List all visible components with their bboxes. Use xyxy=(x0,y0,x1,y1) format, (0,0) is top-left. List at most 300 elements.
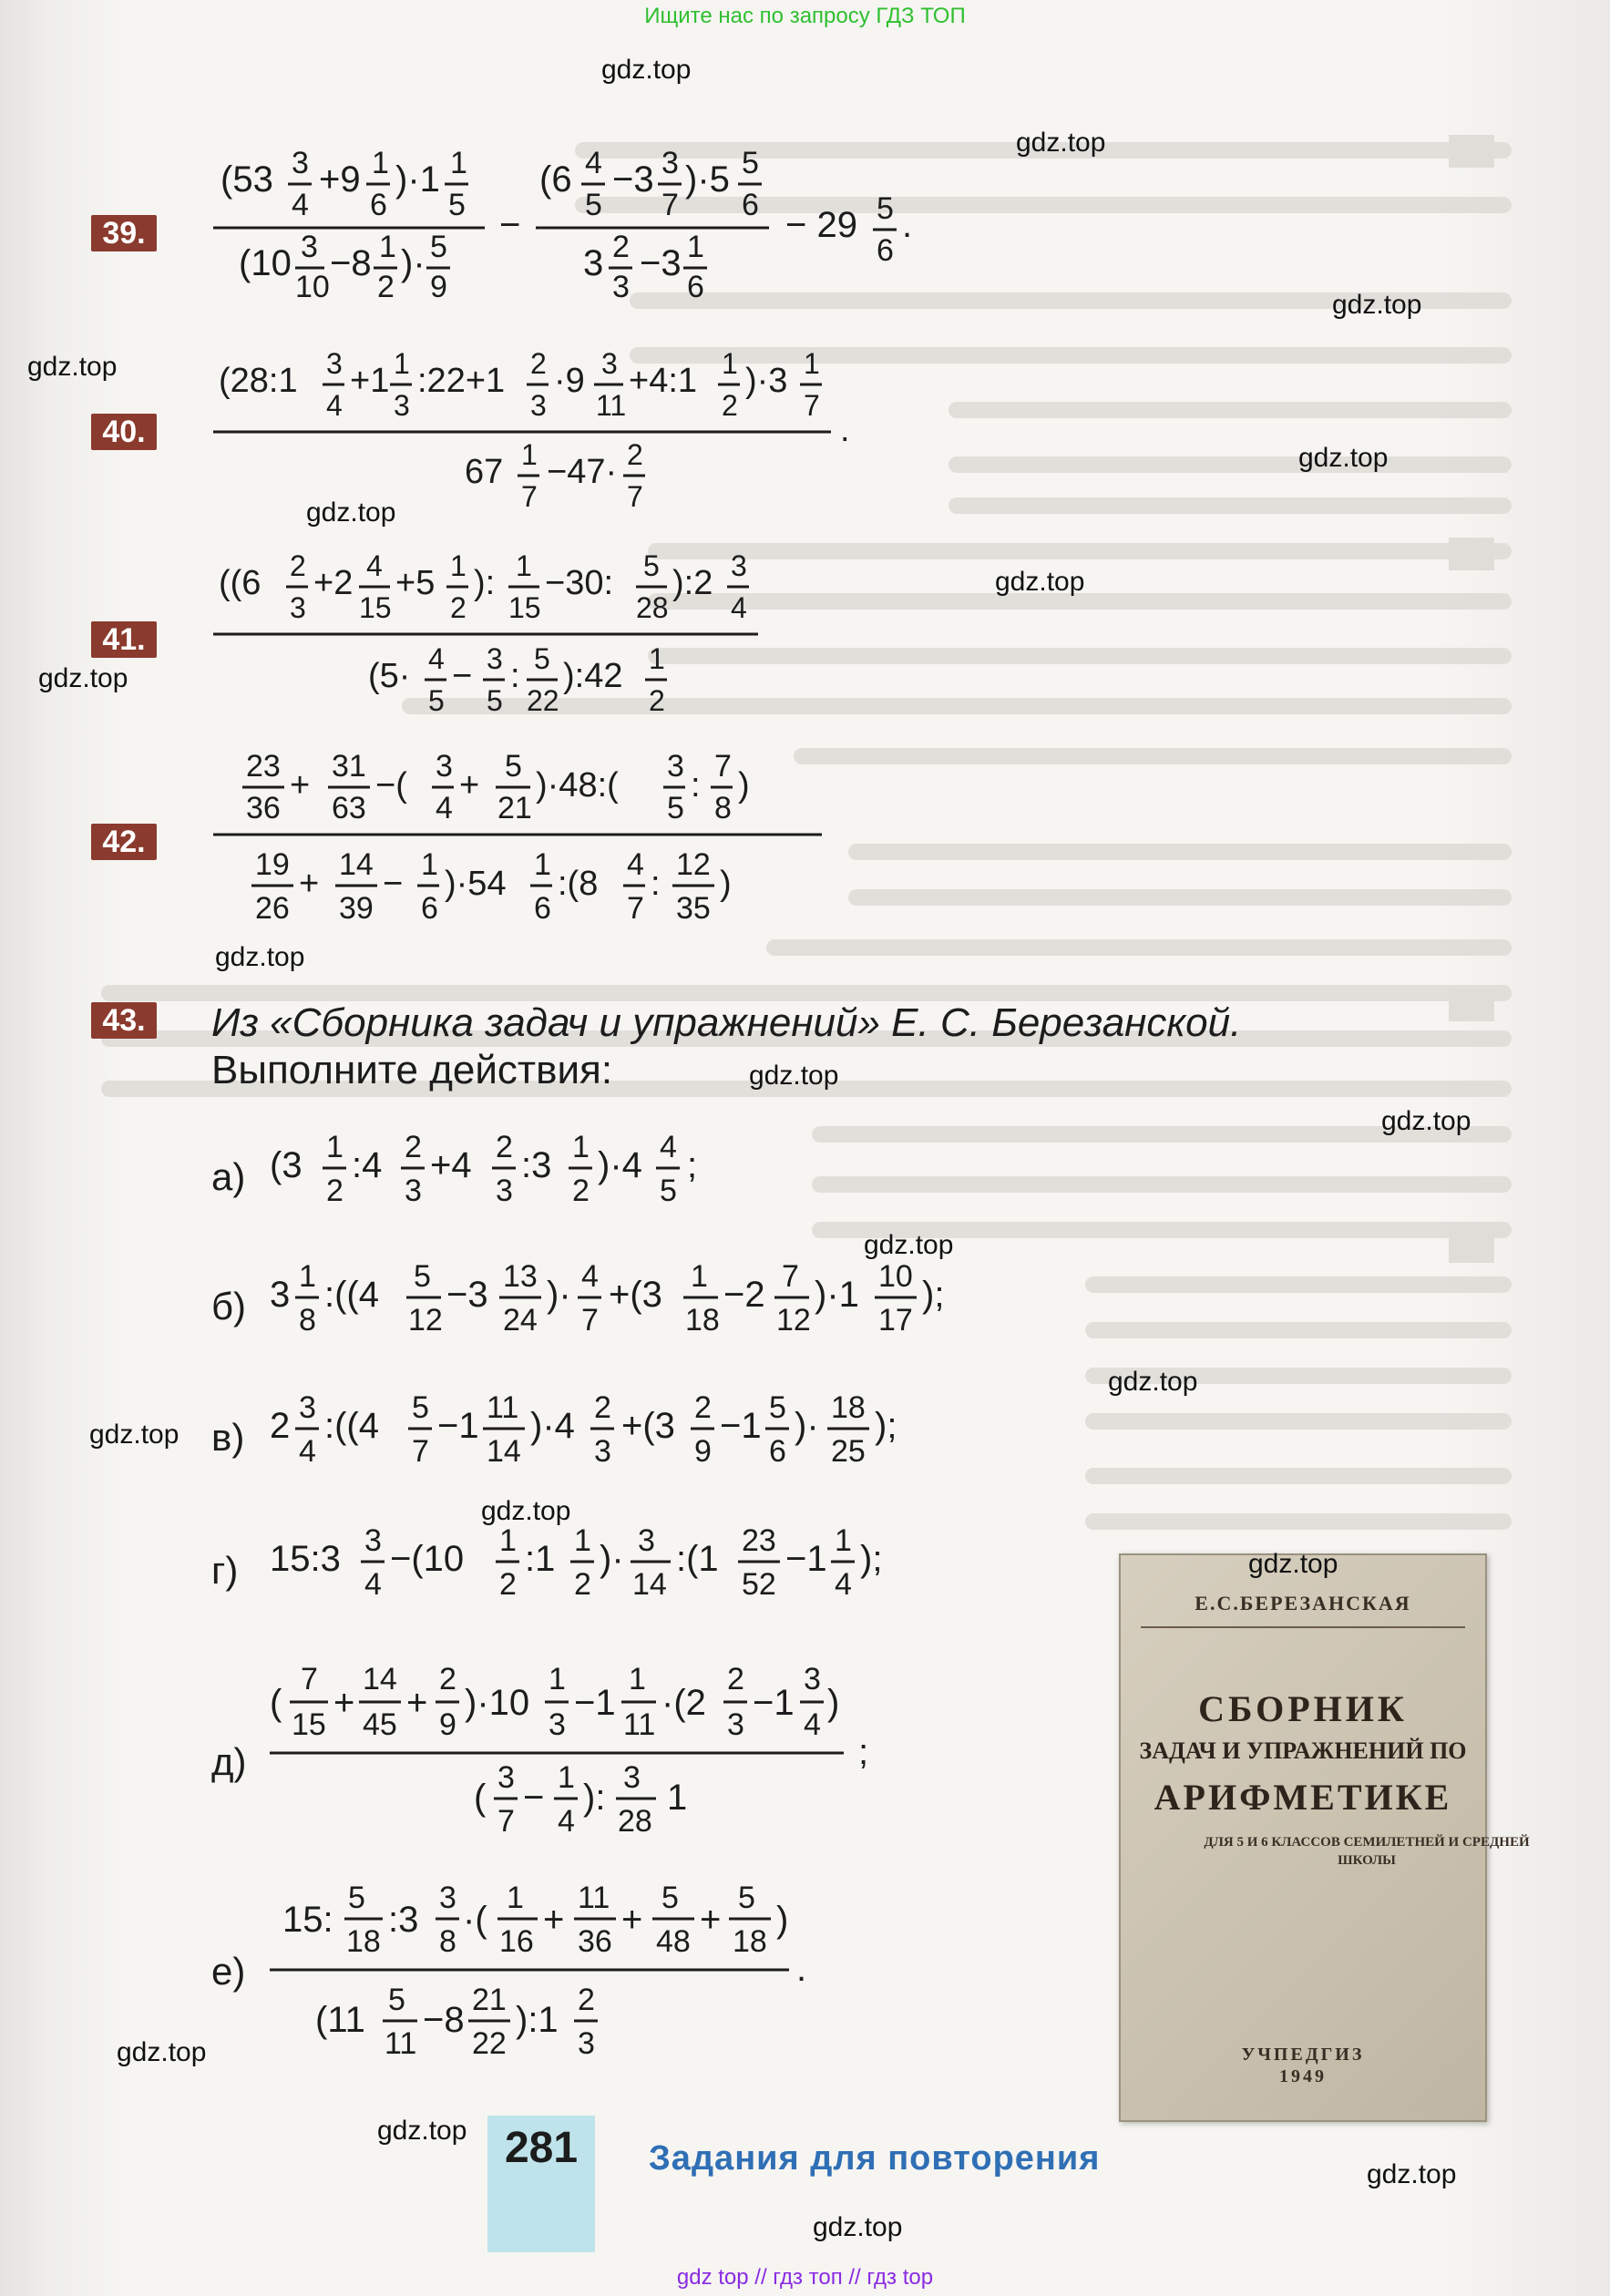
svg-text:3: 3 xyxy=(623,1760,641,1795)
svg-text:5: 5 xyxy=(738,1881,755,1915)
svg-text:): ) xyxy=(827,1683,840,1723)
svg-text:1: 1 xyxy=(558,1760,575,1795)
watermark: gdz.top xyxy=(749,1061,839,1091)
svg-text:14: 14 xyxy=(363,1662,397,1696)
svg-text:−1: −1 xyxy=(753,1683,795,1723)
svg-text:2: 2 xyxy=(594,1390,611,1425)
svg-text:6: 6 xyxy=(370,188,387,222)
svg-text:11: 11 xyxy=(596,389,627,422)
footer-watermark: gdz top // гдз топ // гдз top xyxy=(676,2265,934,2290)
svg-text:): ) xyxy=(738,766,750,805)
watermark: gdz.top xyxy=(995,567,1085,597)
svg-text:3: 3 xyxy=(405,1174,422,1208)
svg-text:3: 3 xyxy=(612,270,630,301)
book-title-line-3: АРИФМЕТИКЕ xyxy=(1154,1777,1452,1818)
svg-text:5: 5 xyxy=(667,791,684,825)
svg-text:−2: −2 xyxy=(723,1275,765,1315)
svg-text:1: 1 xyxy=(722,347,738,380)
item-e-label: е) xyxy=(211,1950,246,1993)
svg-text:):1: ):1 xyxy=(516,2000,559,2040)
svg-text:7: 7 xyxy=(627,891,644,926)
svg-text:−3: −3 xyxy=(640,243,682,283)
problem-number-42: 42. xyxy=(91,824,157,860)
svg-text:2: 2 xyxy=(627,438,643,471)
expression-43g xyxy=(270,1507,1090,1616)
item-d-label: д) xyxy=(211,1740,247,1783)
svg-text:1: 1 xyxy=(534,847,551,882)
svg-text:.: . xyxy=(840,411,850,449)
svg-text:3: 3 xyxy=(804,1662,821,1696)
svg-text:3: 3 xyxy=(594,1434,611,1469)
svg-text:(3: (3 xyxy=(270,1145,303,1185)
watermark: gdz.top xyxy=(1381,1106,1472,1136)
svg-text:9: 9 xyxy=(430,270,447,301)
svg-text:12: 12 xyxy=(408,1303,443,1338)
svg-text:63: 63 xyxy=(332,791,366,825)
svg-text:35: 35 xyxy=(676,891,711,926)
svg-text::(8: :(8 xyxy=(558,865,599,903)
svg-text:2: 2 xyxy=(578,1983,595,2017)
problem-number-39: 39. xyxy=(91,215,157,251)
svg-text:)·4: )·4 xyxy=(598,1145,642,1185)
book-title-line-2: ЗАДАЧ И УПРАЖНЕНИЙ ПО xyxy=(1139,1737,1467,1764)
svg-text:5: 5 xyxy=(430,230,447,264)
svg-text:6: 6 xyxy=(877,233,894,268)
svg-text:3: 3 xyxy=(578,2026,595,2061)
svg-text:12: 12 xyxy=(676,847,711,882)
svg-text:5: 5 xyxy=(487,684,503,717)
svg-text:2: 2 xyxy=(694,1390,712,1425)
svg-text:): ) xyxy=(776,1900,789,1940)
svg-text:2: 2 xyxy=(649,684,665,717)
svg-text:22: 22 xyxy=(527,684,559,717)
svg-text:5: 5 xyxy=(412,1390,429,1425)
expression-43b xyxy=(270,1243,1181,1352)
svg-text:1: 1 xyxy=(691,1259,708,1294)
svg-text:14: 14 xyxy=(632,1567,667,1602)
svg-text:4: 4 xyxy=(660,1130,677,1164)
svg-text:15: 15 xyxy=(359,591,392,624)
svg-text:5: 5 xyxy=(534,642,550,675)
svg-text:1: 1 xyxy=(629,1662,646,1696)
svg-text:3: 3 xyxy=(583,243,604,283)
svg-text:((6: ((6 xyxy=(219,564,261,602)
svg-text::3: :3 xyxy=(388,1900,419,1940)
svg-text:7: 7 xyxy=(714,749,732,784)
svg-text:11: 11 xyxy=(578,1881,610,1915)
svg-text:10: 10 xyxy=(878,1259,913,1294)
search-banner[interactable]: Ищите нас по запросу ГДЗ ТОП xyxy=(644,4,966,28)
svg-text:1: 1 xyxy=(394,347,410,380)
svg-text:4: 4 xyxy=(366,549,383,582)
svg-text:.: . xyxy=(796,1949,807,1989)
svg-text:;: ; xyxy=(687,1145,698,1185)
svg-text:3: 3 xyxy=(364,1523,382,1558)
svg-text:3: 3 xyxy=(394,389,410,422)
svg-text:1: 1 xyxy=(379,230,396,264)
svg-text:5: 5 xyxy=(414,1259,431,1294)
svg-text:8: 8 xyxy=(714,791,732,825)
book-author: Е.С.БЕРЕЗАНСКАЯ xyxy=(1195,1592,1411,1614)
svg-text:3: 3 xyxy=(731,549,747,582)
svg-text:18: 18 xyxy=(346,1924,381,1959)
svg-text:)·4: )·4 xyxy=(530,1406,575,1446)
svg-text:(11: (11 xyxy=(315,2000,365,2040)
svg-text:3: 3 xyxy=(439,1881,456,1915)
watermark: gdz.top xyxy=(481,1496,571,1526)
svg-text:5: 5 xyxy=(661,1881,679,1915)
watermark: gdz.top xyxy=(1367,2159,1457,2189)
svg-text:15:: 15: xyxy=(282,1900,333,1940)
watermark: gdz.top xyxy=(813,2212,903,2242)
svg-text:5: 5 xyxy=(428,684,445,717)
svg-text:5: 5 xyxy=(585,188,602,222)
svg-text:9: 9 xyxy=(439,1707,456,1742)
svg-text:26: 26 xyxy=(255,891,290,926)
svg-text:36: 36 xyxy=(246,791,281,825)
svg-text:−1: −1 xyxy=(574,1683,616,1723)
svg-text:1: 1 xyxy=(507,1881,524,1915)
svg-text:19: 19 xyxy=(255,847,290,882)
svg-text:1: 1 xyxy=(372,146,389,180)
watermark: gdz.top xyxy=(117,2037,207,2067)
svg-text:5: 5 xyxy=(448,188,466,222)
svg-text:)·10: )·10 xyxy=(465,1683,530,1723)
svg-text:−(10: −(10 xyxy=(390,1539,465,1579)
svg-text:14: 14 xyxy=(487,1434,521,1469)
svg-text:2: 2 xyxy=(496,1130,513,1164)
svg-text:2: 2 xyxy=(270,1406,291,1446)
problem-43-intro: Из «Сборника задач и упражнений» Е. С. Березанской. xyxy=(211,1000,1242,1045)
svg-text:36: 36 xyxy=(578,1924,612,1959)
svg-text:−: − xyxy=(523,1778,545,1818)
svg-text:);: ); xyxy=(922,1275,945,1315)
svg-text:(10: (10 xyxy=(239,243,292,283)
svg-text:6: 6 xyxy=(769,1434,786,1469)
svg-text:−1: −1 xyxy=(437,1406,479,1446)
svg-text:3: 3 xyxy=(270,1275,291,1315)
svg-text:6: 6 xyxy=(421,891,438,926)
svg-text:3: 3 xyxy=(601,347,618,380)
watermark: gdz.top xyxy=(89,1420,179,1450)
svg-text:)·: )· xyxy=(600,1539,624,1579)
expression-40 xyxy=(211,337,1031,519)
expression-43v xyxy=(270,1374,1181,1483)
svg-text:−8: −8 xyxy=(330,243,372,283)
svg-text:5: 5 xyxy=(769,1390,786,1425)
watermark: gdz.top xyxy=(864,1230,954,1260)
svg-text:7: 7 xyxy=(627,480,643,513)
svg-text:2: 2 xyxy=(450,591,467,624)
svg-text:(53: (53 xyxy=(220,159,273,200)
svg-text:−: − xyxy=(452,657,473,695)
svg-text:);: ); xyxy=(860,1539,883,1579)
svg-text:5: 5 xyxy=(742,146,759,180)
svg-text:4: 4 xyxy=(804,1707,821,1742)
svg-text:−: − xyxy=(499,205,521,245)
svg-text:·(2: ·(2 xyxy=(661,1683,706,1723)
watermark: gdz.top xyxy=(1016,128,1106,158)
svg-text:45: 45 xyxy=(363,1707,397,1742)
svg-text:52: 52 xyxy=(742,1567,776,1602)
svg-text:4: 4 xyxy=(835,1567,852,1602)
svg-text:7: 7 xyxy=(782,1259,799,1294)
svg-text:1: 1 xyxy=(421,847,438,882)
svg-text:+4: +4 xyxy=(430,1145,472,1185)
svg-text:21: 21 xyxy=(472,1983,507,2017)
svg-text:− 29: − 29 xyxy=(785,205,857,245)
svg-text:1: 1 xyxy=(521,438,538,471)
svg-text:5: 5 xyxy=(348,1881,365,1915)
svg-text:+: + xyxy=(299,865,320,903)
svg-text:3: 3 xyxy=(487,642,503,675)
svg-text:2: 2 xyxy=(499,1567,517,1602)
svg-text:23: 23 xyxy=(246,749,281,784)
svg-text:4: 4 xyxy=(731,591,747,624)
svg-text:+: + xyxy=(406,1683,428,1723)
svg-text:7: 7 xyxy=(412,1434,429,1469)
watermark: gdz.top xyxy=(306,497,396,528)
svg-text:4: 4 xyxy=(558,1804,575,1839)
svg-text:5: 5 xyxy=(388,1983,405,2017)
svg-text:2: 2 xyxy=(572,1174,590,1208)
watermark: gdz.top xyxy=(27,352,118,382)
section-title: Задания для повторения xyxy=(649,2139,1101,2178)
svg-text:·9: ·9 xyxy=(554,362,585,400)
svg-text:)·: )· xyxy=(401,243,426,283)
svg-text:);: ); xyxy=(875,1406,897,1446)
svg-text:−(: −( xyxy=(375,766,407,805)
watermark: gdz.top xyxy=(38,663,128,693)
svg-text:7: 7 xyxy=(581,1303,599,1338)
svg-text:7: 7 xyxy=(804,389,820,422)
problem-number-40: 40. xyxy=(91,414,157,450)
svg-text:−: − xyxy=(383,865,404,903)
book-publisher xyxy=(1121,2044,1485,2087)
svg-text:2: 2 xyxy=(722,389,738,422)
svg-text:12: 12 xyxy=(776,1303,811,1338)
svg-text:2: 2 xyxy=(612,230,630,264)
svg-text:)·54: )·54 xyxy=(445,865,507,903)
svg-text:48: 48 xyxy=(656,1924,691,1959)
svg-text:7: 7 xyxy=(521,480,538,513)
svg-text:4: 4 xyxy=(326,389,343,422)
svg-text:15:3: 15:3 xyxy=(270,1539,341,1579)
svg-text:4: 4 xyxy=(627,847,644,882)
svg-text:3: 3 xyxy=(301,230,318,264)
svg-text:)·1: )·1 xyxy=(395,159,440,200)
svg-text:31: 31 xyxy=(332,749,366,784)
svg-text:18: 18 xyxy=(831,1390,866,1425)
svg-text:4: 4 xyxy=(436,791,453,825)
watermark: gdz.top xyxy=(377,2116,467,2146)
svg-text:39: 39 xyxy=(339,891,374,926)
svg-text:)·3: )·3 xyxy=(745,362,788,400)
svg-text:7: 7 xyxy=(301,1662,318,1696)
svg-text:4: 4 xyxy=(428,642,445,675)
svg-text:11: 11 xyxy=(385,2026,417,2061)
expression-42 xyxy=(211,740,1031,940)
svg-text:1: 1 xyxy=(574,1523,591,1558)
svg-text::1: :1 xyxy=(525,1539,556,1579)
svg-text:1: 1 xyxy=(667,1778,688,1818)
svg-text:2: 2 xyxy=(326,1174,344,1208)
svg-text::((4: :((4 xyxy=(324,1275,379,1315)
svg-text:7: 7 xyxy=(497,1804,515,1839)
svg-text:5: 5 xyxy=(505,749,522,784)
svg-text:3: 3 xyxy=(299,1390,316,1425)
svg-text:+: + xyxy=(290,766,311,805)
svg-text:·(: ·( xyxy=(463,1900,487,1940)
book-rule xyxy=(1141,1626,1465,1628)
svg-text:1: 1 xyxy=(804,347,820,380)
svg-text:3: 3 xyxy=(290,591,306,624)
svg-text::3: :3 xyxy=(521,1145,552,1185)
svg-text:6: 6 xyxy=(534,891,551,926)
svg-text:23: 23 xyxy=(742,1523,776,1558)
svg-text:(: ( xyxy=(474,1778,487,1818)
book-year: 1949 xyxy=(1279,2066,1327,2086)
svg-text::: : xyxy=(510,657,520,695)
svg-text:18: 18 xyxy=(685,1303,720,1338)
svg-text:3: 3 xyxy=(727,1707,744,1742)
item-g-label: г) xyxy=(211,1549,239,1592)
svg-text:)·: )· xyxy=(795,1406,819,1446)
svg-text:15: 15 xyxy=(508,591,541,624)
svg-text:−1: −1 xyxy=(720,1406,762,1446)
svg-text:):: ): xyxy=(583,1778,606,1818)
svg-text:(5·: (5· xyxy=(368,657,411,695)
svg-text:11: 11 xyxy=(487,1390,519,1425)
svg-text:15: 15 xyxy=(292,1707,326,1742)
watermark: gdz.top xyxy=(1108,1367,1198,1397)
svg-text:10: 10 xyxy=(295,270,330,301)
svg-text:2: 2 xyxy=(377,270,395,301)
svg-text:2: 2 xyxy=(727,1662,744,1696)
svg-text:5: 5 xyxy=(643,549,660,582)
expression-43e xyxy=(270,1859,1090,2077)
svg-text:4: 4 xyxy=(581,1259,599,1294)
svg-text:(: ( xyxy=(270,1683,282,1723)
svg-text::: : xyxy=(691,766,701,805)
svg-text:2: 2 xyxy=(290,549,306,582)
svg-text:1: 1 xyxy=(835,1523,852,1558)
svg-text:1: 1 xyxy=(450,549,467,582)
problem-number-41: 41. xyxy=(91,621,157,658)
svg-text:)·1: )·1 xyxy=(815,1275,859,1315)
watermark: gdz.top xyxy=(1332,290,1422,320)
svg-text:+(3: +(3 xyxy=(609,1275,662,1315)
watermark: gdz.top xyxy=(215,942,305,972)
svg-text:1: 1 xyxy=(326,1130,344,1164)
svg-text:(6: (6 xyxy=(539,159,572,200)
svg-text:+2: +2 xyxy=(313,564,354,602)
watermark: gdz.top xyxy=(1248,1549,1338,1579)
item-b-label: б) xyxy=(211,1285,247,1327)
svg-text:24: 24 xyxy=(503,1303,538,1338)
svg-text:1: 1 xyxy=(649,642,665,675)
svg-text:67: 67 xyxy=(465,453,504,491)
book-publisher-name: УЧПЕДГИЗ xyxy=(1241,2045,1365,2065)
svg-text:7: 7 xyxy=(661,188,679,222)
svg-text:2: 2 xyxy=(574,1567,591,1602)
svg-text:+: + xyxy=(459,766,480,805)
svg-text:13: 13 xyxy=(503,1259,538,1294)
svg-text:+: + xyxy=(333,1683,355,1723)
svg-text:4: 4 xyxy=(364,1567,382,1602)
svg-text:;: ; xyxy=(858,1732,869,1772)
svg-text:21: 21 xyxy=(497,791,532,825)
svg-text:+: + xyxy=(621,1900,643,1940)
svg-text:3: 3 xyxy=(638,1523,655,1558)
svg-text:3: 3 xyxy=(436,749,453,784)
svg-text:4: 4 xyxy=(585,146,602,180)
svg-text:3: 3 xyxy=(667,749,684,784)
svg-text:−47·: −47· xyxy=(547,453,618,491)
item-v-label: в) xyxy=(211,1416,245,1459)
expression-39 xyxy=(211,137,1031,301)
svg-text:)·: )· xyxy=(547,1275,571,1315)
svg-text:2: 2 xyxy=(439,1662,456,1696)
svg-text:)·48:(: )·48:( xyxy=(536,766,619,805)
watermark: gdz.top xyxy=(1298,443,1389,473)
svg-text:2: 2 xyxy=(530,347,547,380)
svg-text:+1: +1 xyxy=(350,362,390,400)
svg-text:8: 8 xyxy=(299,1303,316,1338)
svg-text:−30:: −30: xyxy=(545,564,614,602)
svg-text::4: :4 xyxy=(352,1145,383,1185)
svg-text:):2: ):2 xyxy=(672,564,713,602)
svg-text:+9: +9 xyxy=(319,159,361,200)
watermark: gdz.top xyxy=(601,55,692,85)
svg-text:3: 3 xyxy=(497,1760,515,1795)
svg-text:−8: −8 xyxy=(423,2000,465,2040)
svg-text::: : xyxy=(651,865,661,903)
book-cover-image xyxy=(1119,1553,1530,2122)
svg-text:17: 17 xyxy=(878,1303,913,1338)
expression-43d xyxy=(270,1653,1090,1862)
svg-text:+4:1: +4:1 xyxy=(629,362,698,400)
svg-text:16: 16 xyxy=(499,1924,534,1959)
svg-text:11: 11 xyxy=(623,1707,656,1742)
svg-text:1: 1 xyxy=(549,1662,566,1696)
book-subtitle: ДЛЯ 5 И 6 КЛАССОВ СЕМИЛЕТНЕЙ И СРЕДНЕЙ ШКОЛЫ xyxy=(1204,1835,1530,1868)
svg-text:9: 9 xyxy=(694,1434,712,1469)
svg-text:2: 2 xyxy=(405,1130,422,1164)
svg-text:18: 18 xyxy=(733,1924,767,1959)
svg-text:6: 6 xyxy=(742,188,759,222)
svg-text:22: 22 xyxy=(472,2026,507,2061)
svg-text::(1: :(1 xyxy=(676,1539,719,1579)
svg-text:3: 3 xyxy=(661,146,679,180)
svg-text:3: 3 xyxy=(496,1174,513,1208)
svg-text:.: . xyxy=(902,205,913,245)
svg-text:3: 3 xyxy=(292,146,309,180)
svg-text:28: 28 xyxy=(618,1804,652,1839)
svg-text:6: 6 xyxy=(687,270,704,301)
svg-text:)·5: )·5 xyxy=(685,159,730,200)
expression-43a xyxy=(270,1113,908,1223)
svg-text:28: 28 xyxy=(636,591,669,624)
svg-text:25: 25 xyxy=(831,1434,866,1469)
svg-text:14: 14 xyxy=(339,847,374,882)
svg-text:): ) xyxy=(720,865,732,903)
svg-text:):: ): xyxy=(474,564,496,602)
svg-text:4: 4 xyxy=(292,188,309,222)
svg-text:):42: ):42 xyxy=(563,657,623,695)
svg-text:1: 1 xyxy=(572,1130,590,1164)
problem-43-instruction: Выполните действия: xyxy=(211,1048,613,1092)
